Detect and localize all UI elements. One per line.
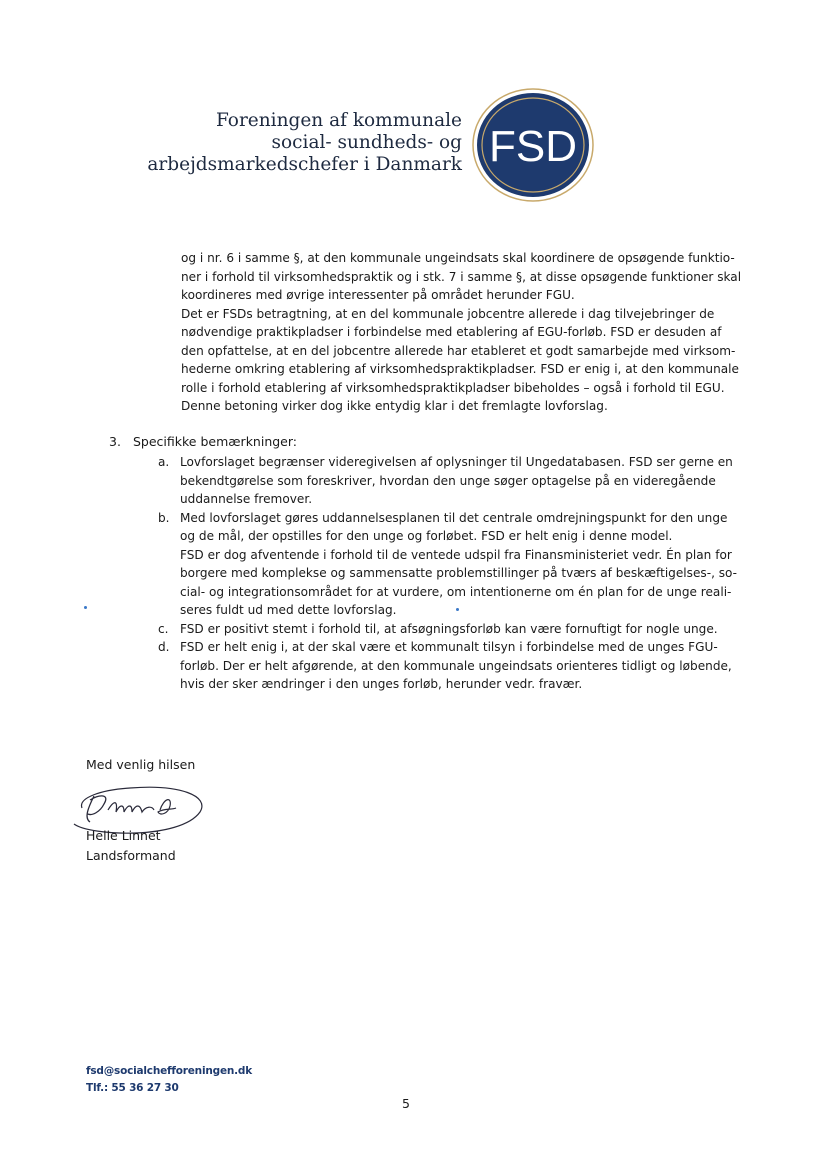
list-marker: c. [158, 621, 169, 636]
footer-contact [86, 1063, 252, 1097]
paragraph-line: Denne betoning virker dog ikke entydig klar i det fremlagte lovforslag. [181, 399, 608, 413]
list-item-line: borgere med komplekse og sammensatte problemstillinger på tværs af beskæftigelses-, so- [180, 566, 738, 580]
paragraph-line: koordineres med øvrige interessenter på området herunder FGU. [181, 288, 575, 302]
list-item-b [152, 509, 738, 620]
logo-text: FSD [489, 122, 577, 171]
paragraph-line: nødvendige praktikpladser i forbindelse med etablering af EGU-forløb. FSD er desuden af [181, 325, 722, 339]
footer-email[interactable]: fsd@socialchefforeningen.dk [86, 1065, 253, 1077]
paragraph-line: Det er FSDs betragtning, at en del kommunale jobcentre allerede i dag tilvejebringer de [181, 306, 715, 321]
organization-name [147, 110, 462, 176]
list-item-line: Med lovforslaget gøres uddannelsesplanen til det centrale omdrejningspunkt for den unge [180, 510, 728, 525]
section-title: Specifikke bemærkninger: [133, 434, 298, 449]
signer-name: Helle Linnet [86, 828, 161, 843]
list-marker: a. [158, 455, 170, 469]
fsd-logo [470, 86, 596, 204]
list-item-line: og de mål, der opstilles for den unge og forløbet. FSD er helt enig i denne model. [180, 529, 673, 543]
list-item-line: FSD er dog afventende i forhold til de ventede udspil fra Finansministeriet vedr. Én plan for [180, 547, 732, 562]
list-item-c [152, 620, 732, 639]
stray-mark [456, 608, 459, 611]
list-item-line: forløb. Der er helt afgørende, at den kommunale ungeindsats orienteres tidligt og løbende, [180, 658, 732, 673]
remarks-list [152, 453, 738, 694]
list-item-line: FSD er helt enig i, at der skal være et kommunalt tilsyn i forbindelse med de unges FGU- [180, 640, 718, 654]
stray-mark [84, 606, 87, 609]
list-marker: b. [158, 510, 170, 525]
paragraph-line: rolle i forhold etablering af virksomhedspraktikpladser bibeholdes – også i forhold til EGU. [181, 380, 725, 395]
footer-phone: Tlf.: 55 36 27 30 [86, 1082, 179, 1094]
list-item-line: cial- og integrationsområdet for at vurdere, om intentionerne om én plan for de unge reali- [180, 584, 732, 599]
paragraph-line: ner i forhold til virksomhedspraktik og i stk. 7 i samme §, at disse opsøgende funktioner skal [181, 269, 742, 284]
body-paragraph [181, 249, 742, 416]
paragraph-line: hederne omkring etablering af virksomhedspraktikpladser. FSD er enig i, at den kommunale [181, 362, 739, 376]
paragraph-line: og i nr. 6 i samme §, at den kommunale ungeindsats skal koordinere de opsøgende funktio- [181, 251, 735, 265]
paragraph-line: den opfattelse, at en del jobcentre allerede har etableret et godt samarbejde med virksom- [181, 343, 736, 358]
closing-salutation: Med venlig hilsen [86, 757, 196, 772]
list-item-d [152, 638, 732, 694]
page-number: 5 [402, 1096, 410, 1111]
section-number: 3. [109, 434, 121, 449]
list-item-line: FSD er positivt stemt i forhold til, at afsøgningsforløb kan være fornuftigt for nogle unge. [180, 621, 718, 636]
list-item-line: seres fuldt ud med dette lovforslag. [180, 603, 397, 617]
list-marker: d. [158, 640, 170, 654]
list-item-line: Lovforslaget begrænser videregivelsen af oplysninger til Ungedatabasen. FSD ser gerne en [180, 455, 733, 469]
organization-name-line-2: social- sundheds- og [271, 132, 462, 153]
list-item-a [152, 453, 732, 509]
organization-name-line-1: Foreningen af kommunale [215, 110, 462, 131]
list-item-line: uddannelse fremover. [180, 492, 313, 506]
signer-title: Landsformand [86, 848, 176, 863]
section-heading [109, 433, 297, 451]
organization-name-line-3: arbejdsmarkedschefer i Danmark [147, 154, 462, 175]
list-item-line: hvis der sker ændringer i den unges forløb, herunder vedr. fravær. [180, 677, 583, 691]
list-item-line: bekendtgørelse som foreskriver, hvordan den unge søger optagelse på en videregående [180, 473, 716, 488]
